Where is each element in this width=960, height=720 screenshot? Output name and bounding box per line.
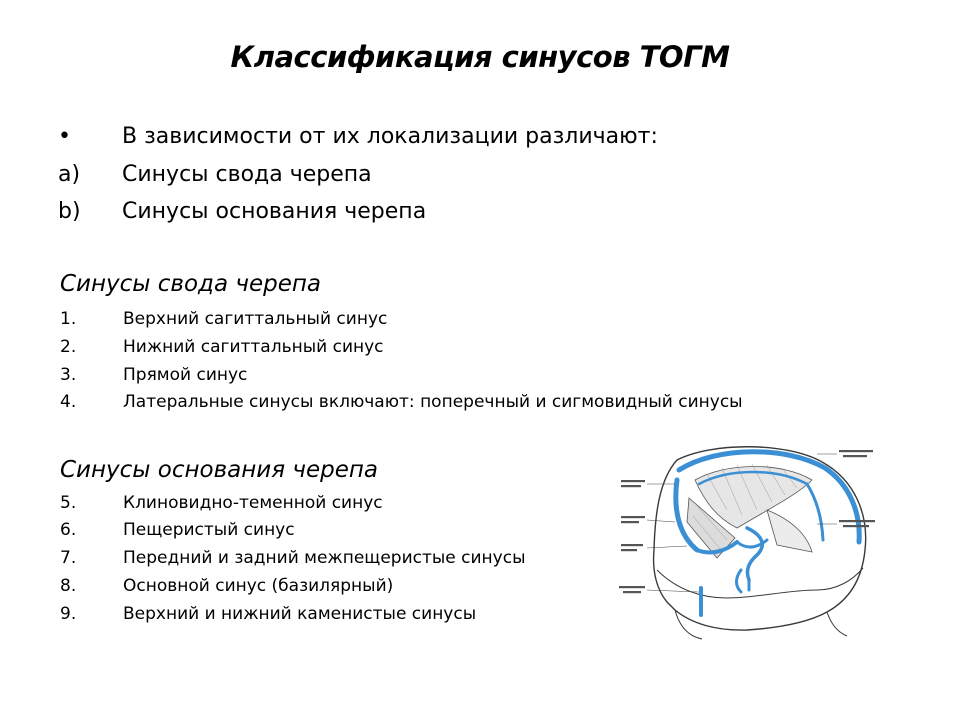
straight-sinus bbox=[807, 484, 823, 540]
option-marker: a) bbox=[58, 162, 81, 187]
dural-sinus-illustration bbox=[617, 440, 879, 640]
item-number: 3. bbox=[60, 365, 77, 385]
item-text: Основной синус (базилярный) bbox=[123, 576, 394, 596]
skull-sinus-drawing bbox=[617, 440, 879, 640]
item-number: 2. bbox=[60, 337, 77, 357]
base-section-heading: Синусы основания черепа bbox=[60, 457, 379, 483]
item-text: Прямой синус bbox=[123, 365, 248, 385]
tentorium-right bbox=[767, 510, 812, 552]
item-text: Клиновидно-теменной синус bbox=[123, 493, 383, 513]
vault-section-heading: Синусы свода черепа bbox=[60, 271, 321, 297]
transverse-sinus bbox=[747, 528, 762, 580]
item-number: 1. bbox=[60, 309, 77, 329]
item-number: 7. bbox=[60, 548, 77, 568]
item-text: Верхний сагиттальный синус bbox=[123, 309, 388, 329]
option-marker: b) bbox=[58, 199, 81, 224]
intro-text: В зависимости от их локализации различают: bbox=[122, 124, 658, 149]
item-text: Нижний сагиттальный синус bbox=[123, 337, 384, 357]
item-number: 4. bbox=[60, 392, 77, 412]
item-text: Пещеристый синус bbox=[123, 520, 295, 540]
item-number: 8. bbox=[60, 576, 77, 596]
slide-title: Классификация синусов ТОГМ bbox=[230, 40, 730, 74]
item-number: 6. bbox=[60, 520, 77, 540]
item-text: Передний и задний межпещеристые синусы bbox=[123, 548, 526, 568]
option-text: Синусы основания черепа bbox=[122, 199, 427, 224]
item-text: Латеральные синусы включают: поперечный и сигмовидный синусы bbox=[123, 392, 743, 412]
item-text: Верхний и нижний каменистые синусы bbox=[123, 604, 477, 624]
bullet-marker: • bbox=[58, 124, 71, 149]
item-number: 5. bbox=[60, 493, 77, 513]
skull-base-outline bbox=[657, 568, 863, 598]
option-text: Синусы свода черепа bbox=[122, 162, 372, 187]
item-number: 9. bbox=[60, 604, 77, 624]
